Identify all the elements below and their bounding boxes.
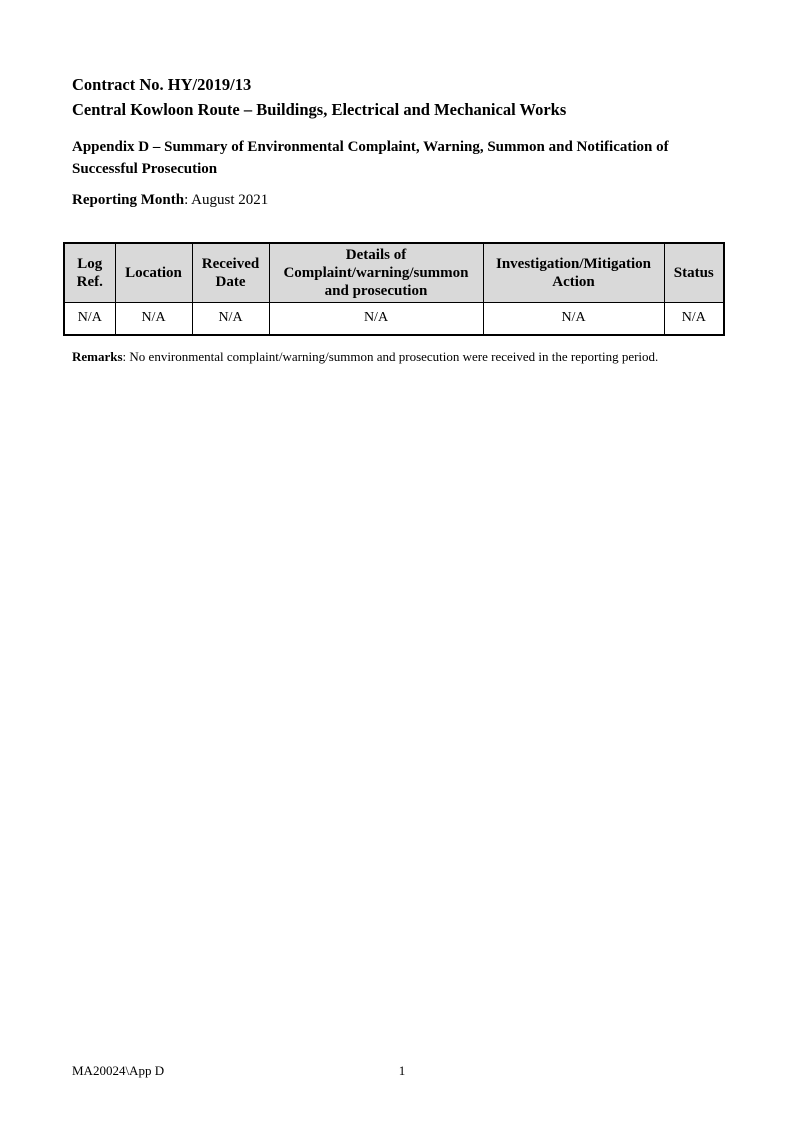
cell-investigation: N/A [483,303,664,335]
remarks-line [72,348,732,366]
table-header-row [64,243,724,303]
remarks-label: Remarks [72,349,123,364]
header-status: Status [664,243,724,303]
reporting-month-value: : August 2021 [184,192,269,208]
appendix-heading: Appendix D – Summary of Environmental Complaint, Warning, Summon and Notification of Successful Prosecution [72,139,669,177]
reporting-month-label: Reporting Month [72,192,185,208]
title-block [72,72,732,122]
cell-received-date: N/A [192,303,269,335]
footer-page-number: 1 [398,1063,406,1078]
footer-doc-ref: MA20024\App D [72,1063,165,1078]
complaint-summary-table [63,242,725,336]
cell-details: N/A [269,303,483,335]
contract-title: Central Kowloon Route – Buildings, Electrical and Mechanical Works [72,100,567,119]
header-location: Location [115,243,192,303]
table-row [64,303,724,335]
cell-log-ref: N/A [64,303,115,335]
cell-location: N/A [115,303,192,335]
remarks-text: : No environmental complaint/warning/summon and prosecution were received in the reporting period. [122,349,659,364]
contract-number: Contract No. HY/2019/13 [72,75,252,94]
reporting-month-line [72,192,722,209]
header-details: Details of Complaint/warning/summon and prosecution [269,243,483,303]
cell-status: N/A [664,303,724,335]
header-log-ref: Log Ref. [64,243,115,303]
header-investigation: Investigation/Mitigation Action [483,243,664,303]
header-received-date: Received Date [192,243,269,303]
